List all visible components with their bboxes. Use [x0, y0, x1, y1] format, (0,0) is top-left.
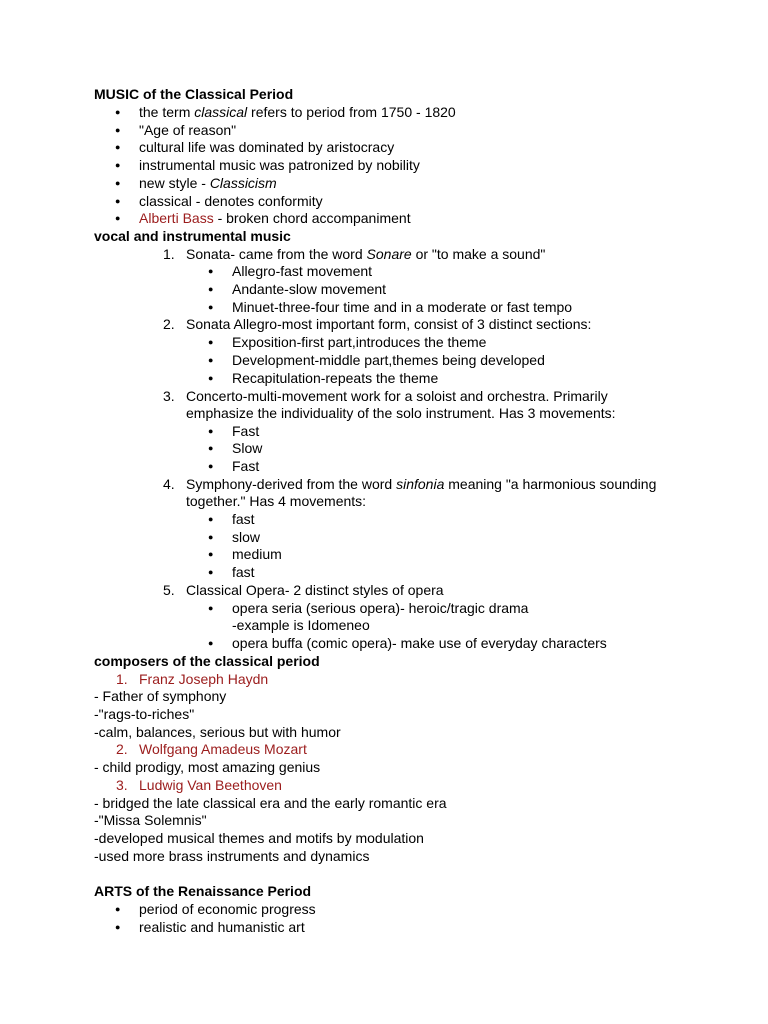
bullet-item: ● period of economic progress [139, 901, 316, 919]
sub-bullet-item: ● opera seria (serious opera)- heroic/tragic drama [232, 600, 528, 618]
heading-arts-renaissance: ARTS of the Renaissance Period [94, 883, 312, 899]
bullet-item: ● "Age of reason" [139, 122, 236, 140]
bullet-item: ● the term classical refers to period from 1750 - 1820 [139, 104, 456, 122]
list-number: 3. [116, 777, 128, 793]
sub-item-continued: -example is Idomeneo [232, 617, 370, 633]
heading-music-classical: MUSIC of the Classical Period [94, 86, 294, 102]
list-number: 1. [116, 671, 128, 687]
list-number: 5. [163, 582, 175, 598]
alberti-bass-term: Alberti Bass [139, 210, 214, 226]
numbered-item: Classical Opera- 2 distinct styles of opera [186, 582, 444, 598]
sub-bullet-item: ● Slow [232, 440, 262, 458]
composer-detail: -calm, balances, serious but with humor [94, 724, 341, 740]
heading-vocal-instrumental: vocal and instrumental music [94, 228, 291, 244]
bullet-item: ● new style - Classicism [139, 175, 277, 193]
list-number: 2. [163, 316, 175, 332]
numbered-item: Symphony-derived from the word sinfonia meaning "a harmonious sounding [186, 476, 657, 492]
sub-bullet-item: ● fast [232, 511, 255, 529]
composer-name: Wolfgang Amadeus Mozart [139, 741, 307, 757]
composer-name: Franz Joseph Haydn [139, 671, 269, 687]
bullet-item: ● classical - denotes conformity [139, 193, 323, 211]
composer-detail: - Father of symphony [94, 688, 227, 704]
sub-bullet-item: ● Allegro-fast movement [232, 263, 372, 281]
composer-detail: -used more brass instruments and dynamics [94, 848, 370, 864]
bullet-item: ● instrumental music was patronized by nobility [139, 157, 420, 175]
composer-detail: - bridged the late classical era and the early romantic era [94, 795, 447, 811]
sub-bullet-item: ● Fast [232, 458, 259, 476]
numbered-item: Sonata- came from the word Sonare or "to make a sound" [186, 246, 546, 262]
sub-bullet-item: ● fast [232, 564, 255, 582]
bullet-item: ● realistic and humanistic art [139, 919, 305, 937]
sub-bullet-item: ● opera buffa (comic opera)- make use of everyday characters [232, 635, 607, 653]
numbered-item: Sonata Allegro-most important form, consist of 3 distinct sections: [186, 316, 592, 332]
bullet-item: ● Alberti Bass - broken chord accompaniment [139, 210, 411, 228]
composer-detail: -developed musical themes and motifs by modulation [94, 830, 424, 846]
list-number: 4. [163, 476, 175, 492]
numbered-item-continued: emphasize the individuality of the solo instrument. Has 3 movements: [186, 405, 616, 421]
list-number: 3. [163, 388, 175, 404]
sub-bullet-item: ● Fast [232, 423, 259, 441]
sub-bullet-item: ● slow [232, 529, 260, 547]
sub-bullet-item: ● medium [232, 546, 282, 564]
composer-detail: -"Missa Solemnis" [94, 812, 207, 828]
sub-bullet-item: ● Minuet-three-four time and in a moderate or fast tempo [232, 299, 572, 317]
list-number: 1. [163, 246, 175, 262]
sub-bullet-item: ● Development-middle part,themes being developed [232, 352, 545, 370]
bullet-item: ● cultural life was dominated by aristocracy [139, 139, 394, 157]
list-number: 2. [116, 741, 128, 757]
composer-detail: - child prodigy, most amazing genius [94, 759, 321, 775]
heading-composers: composers of the classical period [94, 653, 320, 669]
sub-bullet-item: ● Andante-slow movement [232, 281, 386, 299]
composer-name: Ludwig Van Beethoven [139, 777, 282, 793]
sub-bullet-item: ● Recapitulation-repeats the theme [232, 370, 438, 388]
sub-bullet-item: ● Exposition-first part,introduces the theme [232, 334, 486, 352]
composer-detail: -"rags-to-riches" [94, 706, 195, 722]
numbered-item-continued: together." Has 4 movements: [186, 493, 367, 509]
numbered-item: Concerto-multi-movement work for a soloist and orchestra. Primarily [186, 388, 608, 404]
